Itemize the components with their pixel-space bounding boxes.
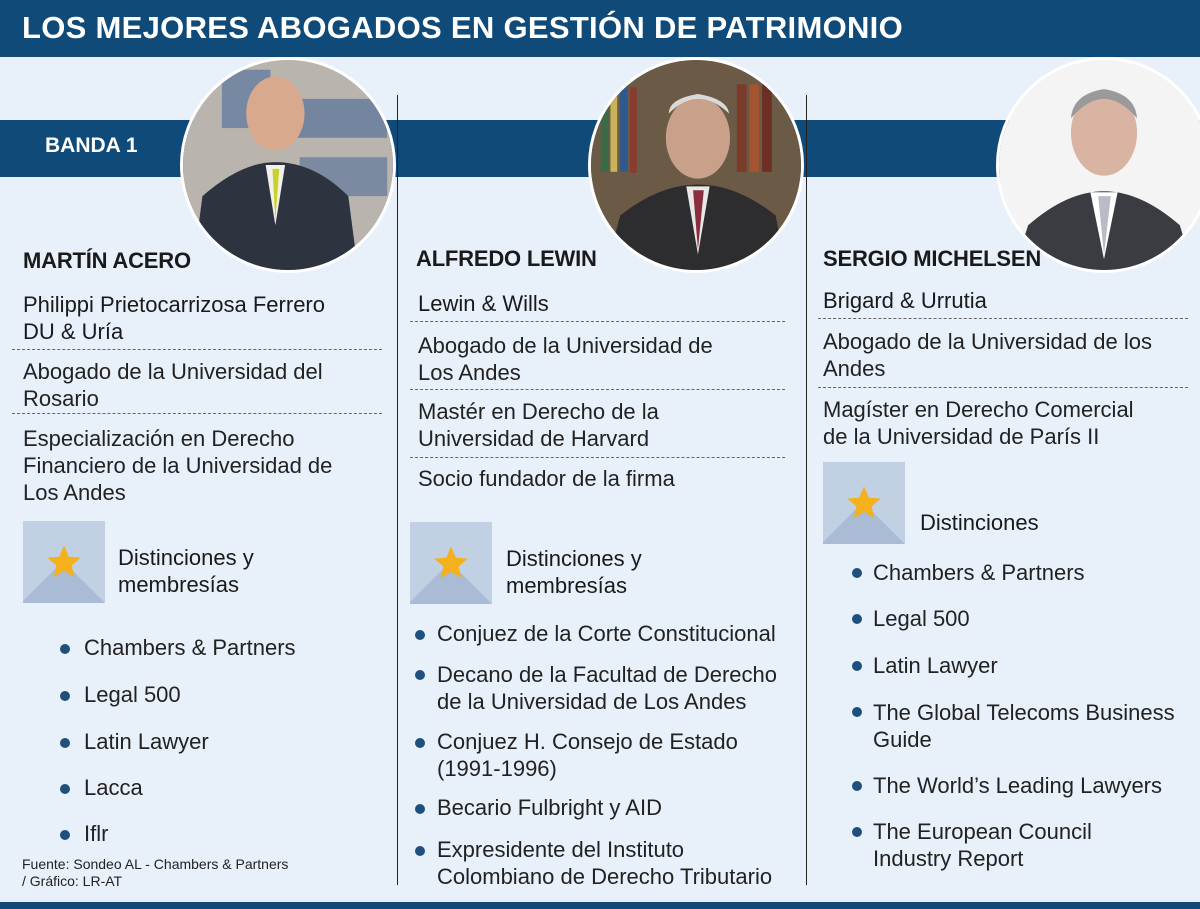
credential: Abogado de la Universidad de los Andes	[823, 329, 1153, 381]
bullet-icon	[852, 781, 862, 791]
bullet-icon	[415, 738, 425, 748]
lawyer-photo-michelsen	[996, 57, 1200, 273]
divider	[818, 318, 1188, 319]
distinction-item: The World’s Leading Lawyers	[873, 773, 1163, 798]
credential: Magíster en Derecho Comercial de la Universidad de París II	[823, 397, 1134, 449]
divider	[410, 321, 785, 322]
credential: Mastér en Derecho de la Universidad de Harvard	[418, 399, 659, 451]
lawyer-name: ALFREDO LEWIN	[416, 246, 597, 271]
column-divider	[397, 95, 398, 885]
distinction-item: Lacca	[84, 775, 143, 800]
distinction-item: The Global Telecoms Business Guide	[873, 700, 1175, 752]
law-firm: Philippi Prietocarrizosa Ferrero DU & Uría	[23, 292, 325, 344]
band-label: BANDA 1	[45, 134, 138, 157]
distinction-item: Decano de la Facultad de Derecho de la Universidad de Los Andes	[437, 662, 777, 714]
distinction-item: Latin Lawyer	[84, 729, 209, 754]
bullet-icon	[60, 738, 70, 748]
lawyer-photo-lewin	[588, 57, 804, 273]
distinctions-title: Distinciones	[920, 510, 1039, 535]
star-icon	[845, 484, 883, 522]
source-note: Fuente: Sondeo AL - Chambers & Partners / Gráfico: LR-AT	[22, 856, 289, 889]
star-icon	[45, 543, 83, 581]
bullet-icon	[852, 661, 862, 671]
distinction-item: The European Council Industry Report	[873, 819, 1092, 871]
law-firm: Brigard & Urrutia	[823, 288, 987, 313]
distinction-item: Iflr	[84, 821, 109, 846]
distinction-item: Chambers & Partners	[84, 635, 296, 660]
credential: Abogado de la Universidad del Rosario	[23, 359, 323, 411]
bullet-icon	[852, 614, 862, 624]
credential: Abogado de la Universidad de Los Andes	[418, 333, 713, 385]
lawyer-name: MARTÍN ACERO	[23, 248, 191, 273]
bullet-icon	[60, 691, 70, 701]
person-silhouette-icon	[999, 60, 1200, 270]
lawyer-name: SERGIO MICHELSEN	[823, 246, 1042, 271]
bullet-icon	[60, 830, 70, 840]
divider	[410, 389, 785, 390]
person-silhouette-icon	[183, 60, 393, 270]
distinction-item: Legal 500	[84, 682, 181, 707]
bullet-icon	[852, 568, 862, 578]
footer-bar	[0, 902, 1200, 909]
distinction-item: Becario Fulbright y AID	[437, 795, 662, 820]
distinction-item: Conjuez de la Corte Constitucional	[437, 621, 776, 646]
bullet-icon	[415, 846, 425, 856]
distinction-item: Chambers & Partners	[873, 560, 1085, 585]
law-firm: Lewin & Wills	[418, 291, 549, 316]
bullet-icon	[852, 827, 862, 837]
person-silhouette-icon	[591, 60, 801, 270]
column-divider	[806, 95, 807, 885]
bullet-icon	[60, 784, 70, 794]
bullet-icon	[852, 707, 862, 717]
page-title: LOS MEJORES ABOGADOS EN GESTIÓN DE PATRIMONIO	[22, 10, 903, 45]
distinction-item: Latin Lawyer	[873, 653, 998, 678]
star-badge	[410, 522, 492, 604]
distinctions-title: Distinciones y membresías	[506, 546, 642, 598]
bullet-icon	[415, 670, 425, 680]
credential: Especialización en Derecho Financiero de la Universidad de Los Andes	[23, 426, 333, 505]
lawyer-photo-acero	[180, 57, 396, 273]
star-icon	[432, 544, 470, 582]
star-badge	[23, 521, 105, 603]
distinctions-title: Distinciones y membresías	[118, 545, 254, 597]
distinction-item: Legal 500	[873, 606, 970, 631]
star-badge	[823, 462, 905, 544]
divider	[818, 387, 1188, 388]
bullet-icon	[415, 630, 425, 640]
distinction-item: Conjuez H. Consejo de Estado (1991-1996)	[437, 729, 738, 781]
distinction-item: Expresidente del Instituto Colombiano de Derecho Tributario	[437, 837, 773, 889]
bullet-icon	[60, 644, 70, 654]
divider	[12, 413, 382, 414]
divider	[12, 349, 382, 350]
credential: Socio fundador de la firma	[418, 466, 675, 491]
bullet-icon	[415, 804, 425, 814]
divider	[410, 457, 785, 458]
